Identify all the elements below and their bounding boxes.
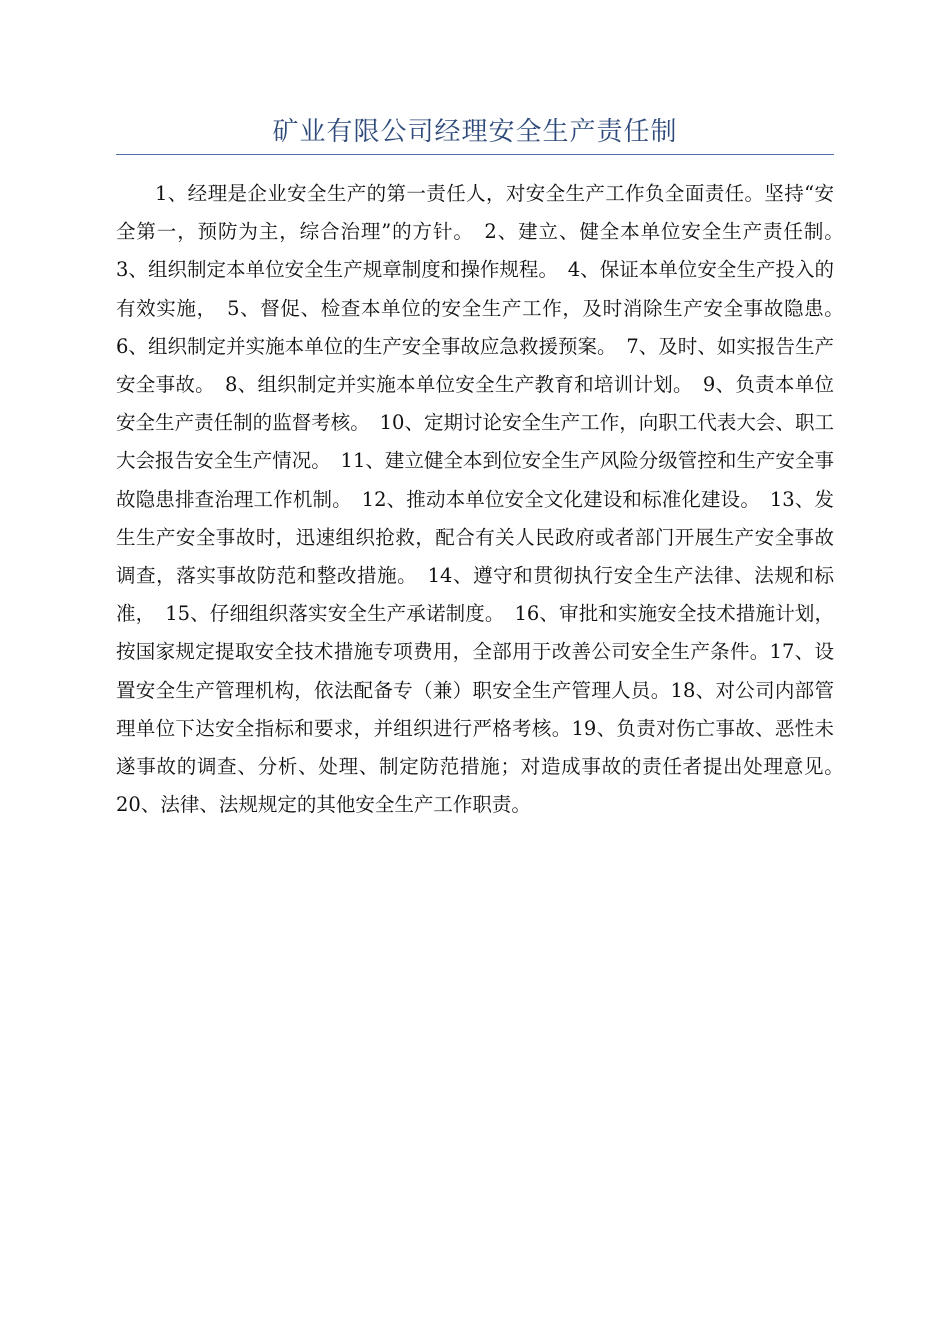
document-body: 1、经理是企业安全生产的第一责任人，对安全生产工作负全面责任。坚持“安全第一，预防为主，综合治理”的方针。 2、建立、健全本单位安全生产责任制。 3、组织制定本单位安全生产规章制度和操作规程。 4、保证本单位安全生产投入的有效实施， 5、督促、检查本单位的安全生产工作，及时消除生产安全事故隐患。 6、组织制定并实施本单位的生产安全事故应急救援预案。 7、及时、如实报告生产安全事故。 8、组织制定并实施本单位安全生产教育和培训计划。 9、负责本单位安全生产责任制的监督考核。 10、定期讨论安全生产工作，向职工代表大会、职工大会报告安全生产情况。 11、建立健全本到位安全生产风险分级管控和生产安全事故隐患排查治理工作机制。 12、推动本单位安全文化建设和标准化建设。 13、发生生产安全事故时，迅速组织抢救，配合有关人民政府或者部门开展生产安全事故调查，落实事故防范和整改措施。 14、遵守和贯彻执行安全生产法律、法规和标准， 15、仔细组织落实安全生产承诺制度。 16、审批和实施安全技术措施计划，按国家规定提取安全技术措施专项费用，全部用于改善公司安全生产条件。17、设置安全生产管理机构，依法配备专（兼）职安全生产管理人员。18、对公司内部管理单位下达安全指标和要求，并组织进行严格考核。19、负责对伤亡事故、恶性未遂事故的调查、分析、处理、制定防范措施；对造成事故的责任者提出处理意见。 20、法律、法规规定的其他安全生产工作职责。 xyxy=(116,182,854,817)
document-title: 矿业有限公司经理安全生产责任制 xyxy=(272,117,678,147)
title-underline xyxy=(116,154,834,155)
